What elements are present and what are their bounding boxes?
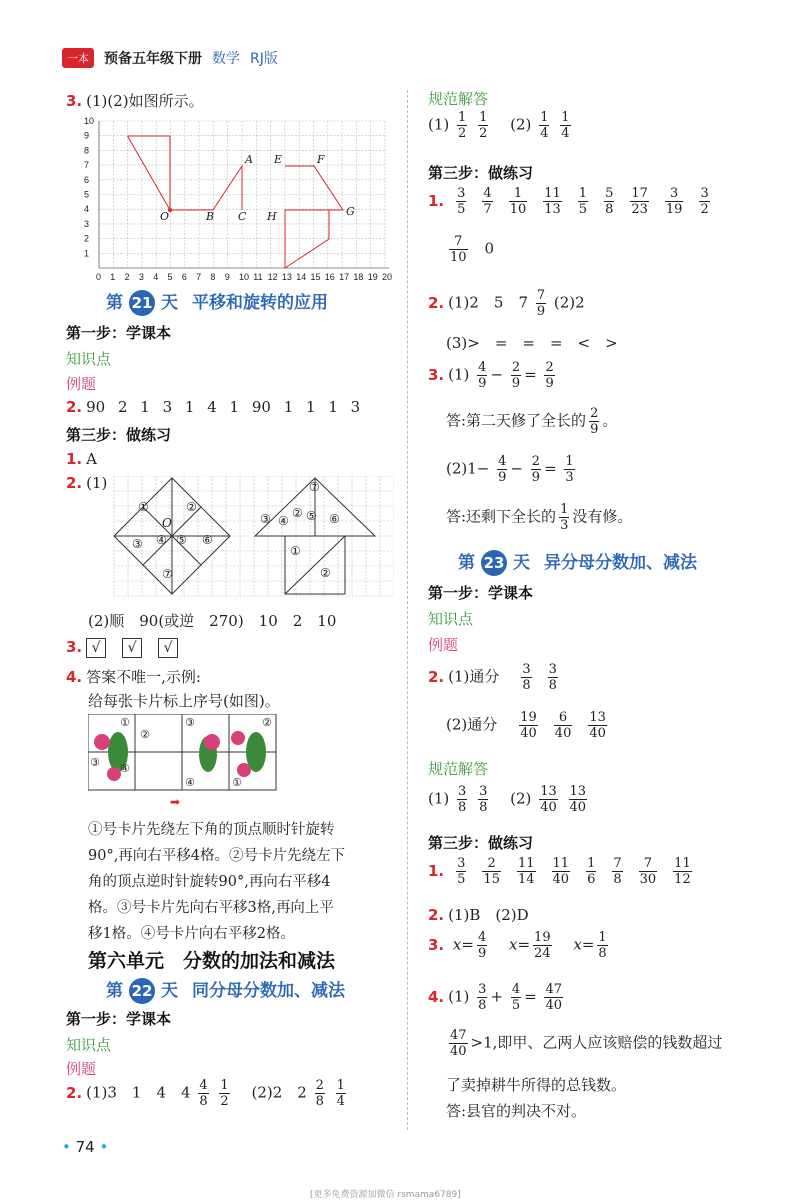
- fraction: $\frac{1}{10}$: [509, 186, 527, 217]
- pt-O: O: [160, 210, 170, 223]
- svg-text:⑤: ⑤: [306, 509, 317, 523]
- fraction: $\frac{11}{14}$: [517, 856, 535, 887]
- svg-text:④: ④: [185, 776, 195, 789]
- subject-label: 数学: [212, 51, 240, 67]
- p4-line: 4. 答案不唯一,示例:: [66, 668, 201, 686]
- pt-G: G: [346, 205, 355, 218]
- fraction: $\frac{7}{30}$: [639, 856, 657, 887]
- q3-line: 3. (1)(2)如图所示。: [66, 92, 204, 110]
- x-tick: 10: [239, 272, 250, 282]
- fraction: $\frac{3}{8}$: [522, 662, 531, 693]
- rotation-grid: [110, 476, 394, 598]
- x-tick: 19: [367, 272, 378, 282]
- day22-heading: 第 22 天 同分母分数加、减法: [106, 976, 345, 1004]
- x-tick: 2: [124, 272, 130, 282]
- x-tick: 13: [281, 272, 292, 282]
- r13-line: 1. $\frac{3}{5}$ $\frac{2}{15}$ $\frac{11}{14}$ $\frac{11}{40}$ $\frac{1}{6}$ $\frac{7}{8}$ $\frac{7}{30}$ $\frac{11}{12}$: [428, 856, 691, 887]
- fraction: $\frac{5}{8}$: [605, 186, 614, 217]
- step1-label: 第一步：学课本: [66, 324, 172, 342]
- y-tick: 10: [84, 116, 95, 126]
- example-label-right: 例题: [428, 636, 459, 654]
- r12-line: (1) $\frac{3}{8}$ $\frac{3}{8}$ (2) $\frac{13}{40}$ $\frac{13}{40}$: [428, 784, 587, 815]
- p4b-line: 给每张卡片标上序号(如图)。: [88, 692, 280, 710]
- unit-heading: 第六单元 分数的加法和减法: [88, 950, 336, 972]
- r2-line: 1. $\frac{3}{5}$ $\frac{4}{7}$ $\frac{1}{10}$ $\frac{11}{13}$ $\frac{1}{5}$ $\frac{5}{8}$ $\frac{17}{23}$ $\frac{3}{19}$ $\frac{3}{2}$: [428, 186, 709, 217]
- svg-text:②: ②: [262, 716, 272, 729]
- p3-line: 3. √ √ √: [66, 638, 194, 658]
- svg-text:③: ③: [185, 716, 195, 729]
- fraction: $\frac{7}{8}$: [613, 856, 622, 887]
- svg-text:③: ③: [132, 537, 143, 551]
- x-tick: 12: [267, 272, 278, 282]
- x-tick: 18: [353, 272, 364, 282]
- svg-text:①: ①: [120, 716, 130, 729]
- r7-line: 答:第二天修了全长的 $\frac{2}{9}$ 。: [446, 406, 618, 437]
- pt-C: C: [238, 210, 247, 223]
- r15-line: 3. x= $\frac{4}{9}$ x= $\frac{19}{24}$ x= $\frac{1}{8}$: [428, 930, 607, 961]
- svg-text:②: ②: [320, 566, 331, 580]
- brand-badge: 一本: [62, 48, 94, 68]
- shape-red-3: [285, 166, 343, 268]
- y-tick: 6: [84, 174, 90, 185]
- svg-text:①: ①: [138, 500, 149, 514]
- y-tick: 8: [84, 145, 90, 156]
- x-tick: 1: [110, 272, 116, 282]
- r16-line: 4. (1) $\frac{3}{8}$ + $\frac{4}{5}$ = $\frac{47}{40}$: [428, 982, 562, 1013]
- fraction: $\frac{3}{2}$: [700, 186, 709, 217]
- book-title: 预备五年级下册: [104, 51, 202, 67]
- edition-label: RJ版: [250, 51, 278, 67]
- step3-label: 第三步：做练习: [66, 426, 172, 444]
- p4c-line1: ①号卡片先绕左下角的顶点顺时针旋转: [88, 822, 335, 838]
- x-tick: 16: [324, 272, 335, 282]
- svg-text:①: ①: [290, 544, 301, 558]
- svg-text:②: ②: [186, 500, 197, 514]
- coordinate-grid: [84, 116, 394, 286]
- pt-B: B: [206, 210, 215, 223]
- x-tick: 0: [96, 272, 102, 282]
- r17-line: $\frac{47}{40}$ >1,即甲、乙两人应该赔偿的钱数超过: [450, 1028, 723, 1059]
- svg-text:⑦: ⑦: [309, 480, 320, 494]
- p4c-line2: 90°,再向右平移4格。②号卡片先绕左下: [88, 848, 346, 864]
- step1b-label: 第一步：学课本: [66, 1010, 172, 1028]
- svg-text:④: ④: [120, 762, 130, 775]
- svg-text:②: ②: [292, 506, 303, 520]
- q2b-line: 2. (1)3 1 4 4 $\frac{4}{8}$ $\frac{1}{2}$ (2)2 2 $\frac{2}{8}$ $\frac{1}{4}$: [66, 1078, 345, 1109]
- x-tick: 11: [253, 272, 263, 282]
- page-number: • 74 •: [62, 1138, 109, 1156]
- fraction: $\frac{11}{12}$: [674, 856, 691, 887]
- svg-text:⑥: ⑥: [202, 533, 213, 547]
- fraction: $\frac{2}{15}$: [483, 856, 500, 887]
- x-tick: 20: [382, 272, 393, 282]
- svg-text:⑦: ⑦: [162, 567, 173, 581]
- r14-line: 2. (1)B (2)D: [428, 906, 529, 924]
- page-header: [62, 47, 278, 69]
- q2a-line: 2. 90 2 1 3 1 4 1 90 1 1 1 3: [66, 398, 361, 416]
- x-tick: 5: [167, 272, 173, 282]
- p1-line: 1. A: [66, 450, 97, 468]
- p2-line: 2. (1): [66, 474, 108, 492]
- fraction: $\frac{11}{40}$: [552, 856, 570, 887]
- knowledge-label-right: 知识点: [428, 610, 474, 628]
- x-tick: 15: [310, 272, 321, 282]
- fraction: $\frac{13}{40}$: [589, 710, 606, 741]
- fraction: $\frac{17}{23}$: [631, 186, 648, 217]
- example-label: 例题: [66, 375, 97, 393]
- y-tick: 3: [84, 218, 90, 229]
- svg-text:④: ④: [278, 514, 289, 528]
- x-tick: 7: [196, 272, 202, 282]
- fraction: $\frac{11}{13}$: [544, 186, 561, 217]
- example-label-2: 例题: [66, 1060, 97, 1078]
- p2b-line: (2)顺 90(或逆 270) 10 2 10: [88, 612, 337, 630]
- y-tick: 5: [84, 189, 90, 200]
- r4-line: 2. (1)2 5 7 $\frac{7}{9}$ (2)2: [428, 288, 585, 319]
- fraction: $\frac{1}{6}$: [587, 856, 596, 887]
- r1-line: (1) $\frac{1}{2}$ $\frac{1}{2}$ (2) $\frac{1}{4}$ $\frac{1}{4}$: [428, 110, 570, 141]
- svg-text:③: ③: [90, 756, 100, 769]
- svg-text:⑤: ⑤: [176, 533, 187, 547]
- y-tick: 4: [84, 204, 90, 215]
- fraction: $\frac{3}{5}$: [457, 186, 466, 217]
- x-tick: 14: [296, 272, 307, 282]
- card-arrangement: [88, 714, 278, 810]
- shape-red-2: [170, 166, 242, 210]
- footer-note: [更多免费资源加微信 rsmama6789]: [310, 1190, 461, 1200]
- step1-label-right: 第一步：学课本: [428, 584, 534, 602]
- pt-H: H: [267, 210, 277, 223]
- r3-line: $\frac{7}{10}$ 0: [450, 234, 495, 265]
- r11-line: (2)通分 $\frac{19}{40}$ $\frac{6}{40}$ $\frac{13}{40}$: [446, 710, 606, 741]
- p4c-line3: 角的顶点逆时针旋转90°,再向右平移4: [88, 874, 331, 890]
- x-tick: 6: [181, 272, 187, 282]
- r19-line: 答:县官的判决不对。: [446, 1102, 587, 1120]
- fraction: $\frac{3}{5}$: [457, 856, 466, 887]
- step3-label-right: 第三步：做练习: [428, 164, 534, 182]
- fraction: $\frac{6}{40}$: [554, 710, 572, 741]
- day23-heading: 第 23 天 异分母分数加、减法: [458, 548, 697, 576]
- y-tick: 2: [84, 233, 90, 244]
- day21-heading: 第 21 天 平移和旋转的应用: [106, 288, 328, 316]
- shape-red-1: [128, 136, 171, 210]
- fraction: $\frac{1}{5}$: [578, 186, 588, 217]
- standard-answer-label: 规范解答: [428, 90, 489, 108]
- step3b-label-right: 第三步：做练习: [428, 834, 534, 852]
- svg-text:④: ④: [156, 533, 167, 547]
- svg-text:③: ③: [260, 512, 271, 526]
- r10-line: 2. (1)通分 $\frac{3}{8}$ $\frac{3}{8}$: [428, 662, 557, 693]
- pt-F: F: [317, 153, 325, 166]
- x-tick: 4: [153, 272, 159, 282]
- x-tick: 17: [339, 272, 350, 282]
- svg-text:O: O: [162, 516, 172, 530]
- r5-line: (3)> = = = < >: [446, 334, 618, 352]
- y-tick: 1: [84, 248, 90, 259]
- fraction: $\frac{3}{19}$: [665, 186, 683, 217]
- x-tick: 3: [138, 272, 144, 282]
- pt-E: E: [274, 153, 283, 166]
- svg-text:①: ①: [232, 776, 242, 789]
- svg-text:➡: ➡: [170, 795, 181, 809]
- p4c-line5: 移1格。④号卡片向右平移2格。: [88, 926, 295, 942]
- fraction: $\frac{3}{8}$: [548, 662, 557, 693]
- svg-text:②: ②: [140, 728, 150, 741]
- y-tick: 7: [84, 160, 90, 171]
- x-tick: 8: [210, 272, 216, 282]
- p4c-line4: 格。③号卡片先向右平移3格,再向上平: [88, 900, 334, 916]
- r6-line: 3. (1) $\frac{4}{9}$ − $\frac{2}{9}$ = $\frac{2}{9}$: [428, 360, 554, 391]
- pt-A: A: [245, 153, 253, 166]
- fraction: $\frac{19}{40}$: [520, 710, 537, 741]
- svg-text:⑥: ⑥: [329, 512, 340, 526]
- column-divider: [407, 90, 408, 1130]
- r9-line: 答:还剩下全长的 $\frac{1}{3}$ 没有修。: [446, 502, 633, 533]
- fraction: $\frac{4}{7}$: [483, 186, 492, 217]
- r18-line: 了卖掉耕牛所得的总钱数。: [446, 1076, 627, 1094]
- knowledge-label-2: 知识点: [66, 1036, 112, 1054]
- r8-line: (2)1− $\frac{4}{9}$ − $\frac{2}{9}$ = $\frac{1}{3}$: [446, 454, 574, 485]
- y-tick: 9: [84, 130, 90, 141]
- knowledge-label: 知识点: [66, 350, 112, 368]
- standard-answer-label-2: 规范解答: [428, 760, 489, 778]
- x-tick: 9: [224, 272, 230, 282]
